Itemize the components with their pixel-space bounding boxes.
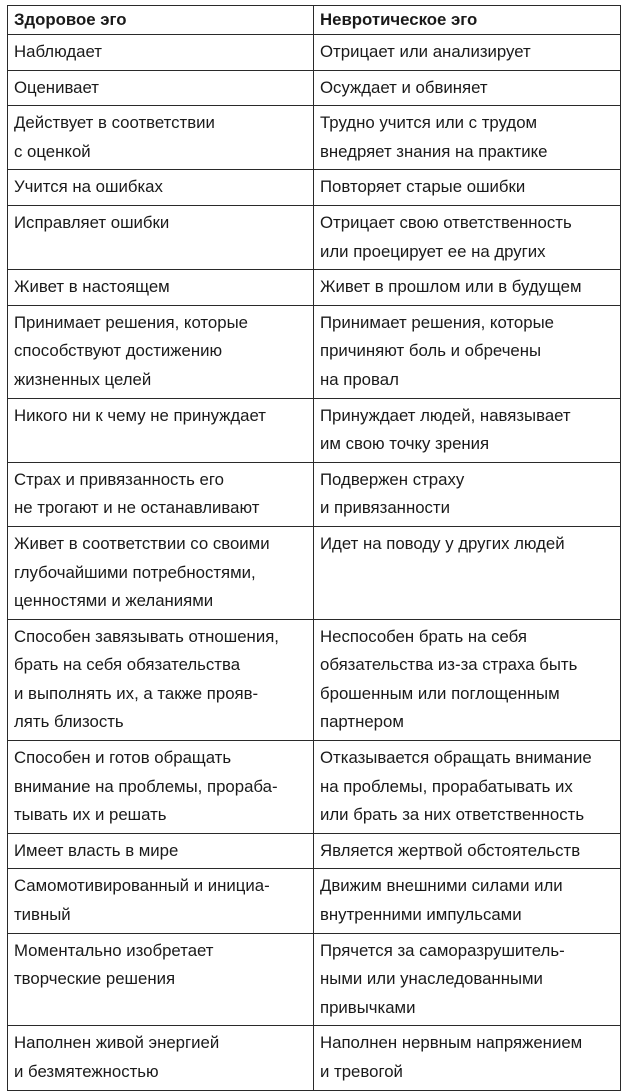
neurotic-ego-cell: Неспособен брать на себя обязательства из-за страха быть брошенным или поглощенным партнером xyxy=(314,619,621,740)
healthy-ego-cell: Живет в соответствии со своими глубочайшими потребностями, ценностями и желаниями xyxy=(8,526,314,619)
healthy-ego-cell: Оценивает xyxy=(8,70,314,106)
neurotic-ego-cell: Отказывается обращать внимание на проблемы, прорабатывать их или брать за них ответственность xyxy=(314,741,621,834)
neurotic-ego-cell: Осуждает и обвиняет xyxy=(314,70,621,106)
ego-comparison-table xyxy=(7,5,621,1091)
table-row xyxy=(8,170,621,206)
healthy-ego-cell: Принимает решения, которые способствуют достижению жизненных целей xyxy=(8,305,314,398)
neurotic-ego-cell: Повторяет старые ошибки xyxy=(314,170,621,206)
healthy-ego-cell: Страх и привязанность его не трогают и не останавливают xyxy=(8,462,314,526)
healthy-ego-cell: Наблюдает xyxy=(8,35,314,71)
table-row xyxy=(8,398,621,462)
table-header xyxy=(8,6,621,35)
neurotic-ego-cell: Движим внешними силами или внутренними импульсами xyxy=(314,869,621,933)
table-body xyxy=(8,35,621,1091)
healthy-ego-cell: Наполнен живой энергией и безмятежностью xyxy=(8,1026,314,1090)
healthy-ego-cell: Никого ни к чему не принуждает xyxy=(8,398,314,462)
table-row xyxy=(8,35,621,71)
neurotic-ego-cell: Идет на поводу у других людей xyxy=(314,526,621,619)
healthy-ego-cell: Самомотивированный и инициа- тивный xyxy=(8,869,314,933)
healthy-ego-cell: Способен и готов обращать внимание на проблемы, прораба- тывать их и решать xyxy=(8,741,314,834)
healthy-ego-cell: Живет в настоящем xyxy=(8,270,314,306)
table-row xyxy=(8,270,621,306)
healthy-ego-cell: Исправляет ошибки xyxy=(8,205,314,269)
neurotic-ego-cell: Живет в прошлом или в будущем xyxy=(314,270,621,306)
table-row xyxy=(8,833,621,869)
healthy-ego-cell: Имеет власть в мире xyxy=(8,833,314,869)
healthy-ego-cell: Действует в соответствии с оценкой xyxy=(8,106,314,170)
neurotic-ego-cell: Является жертвой обстоятельств xyxy=(314,833,621,869)
header-healthy-ego: Здоровое эго xyxy=(8,6,314,35)
header-neurotic-ego: Невротическое эго xyxy=(314,6,621,35)
neurotic-ego-cell: Трудно учится или с трудом внедряет знания на практике xyxy=(314,106,621,170)
neurotic-ego-cell: Прячется за саморазрушитель- ными или унаследованными привычками xyxy=(314,933,621,1026)
table-row xyxy=(8,741,621,834)
healthy-ego-cell: Учится на ошибках xyxy=(8,170,314,206)
neurotic-ego-cell: Отрицает свою ответственность или проецирует ее на других xyxy=(314,205,621,269)
table-row xyxy=(8,1026,621,1090)
healthy-ego-cell: Способен завязывать отношения, брать на себя обязательства и выполнять их, а также прояв- лять близость xyxy=(8,619,314,740)
table-row xyxy=(8,619,621,740)
table-row xyxy=(8,526,621,619)
neurotic-ego-cell: Подвержен страху и привязанности xyxy=(314,462,621,526)
table-row xyxy=(8,933,621,1026)
table-row xyxy=(8,305,621,398)
neurotic-ego-cell: Принимает решения, которые причиняют боль и обречены на провал xyxy=(314,305,621,398)
table-row xyxy=(8,462,621,526)
neurotic-ego-cell: Наполнен нервным напряжением и тревогой xyxy=(314,1026,621,1090)
neurotic-ego-cell: Отрицает или анализирует xyxy=(314,35,621,71)
healthy-ego-cell: Моментально изобретает творческие решения xyxy=(8,933,314,1026)
table-row xyxy=(8,70,621,106)
header-row xyxy=(8,6,621,35)
table-row xyxy=(8,205,621,269)
neurotic-ego-cell: Принуждает людей, навязывает им свою точку зрения xyxy=(314,398,621,462)
table-row xyxy=(8,869,621,933)
table-row xyxy=(8,106,621,170)
